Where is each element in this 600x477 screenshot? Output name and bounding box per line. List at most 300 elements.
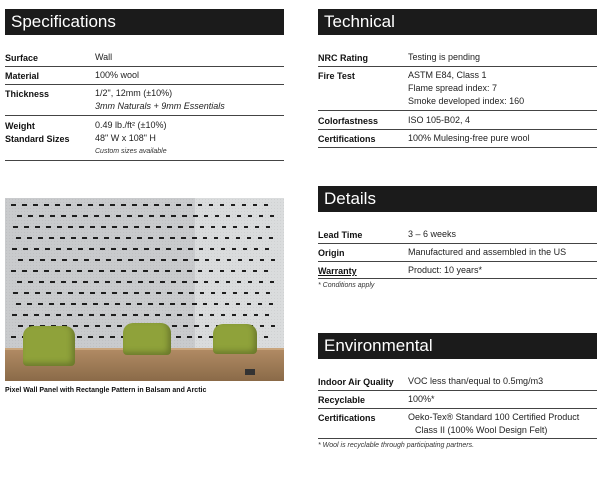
pattern-slot — [242, 270, 246, 272]
tech-label-colorfastness: Colorfastness — [318, 116, 379, 126]
pattern-slot — [104, 237, 109, 239]
spec-note-thickness: 3mm Naturals + 9mm Essentials — [95, 101, 225, 111]
pattern-slot — [101, 292, 106, 294]
pattern-slot — [16, 237, 21, 239]
pattern-slot — [57, 226, 62, 228]
pattern-slot — [145, 292, 150, 294]
spec-label-weight: Weight — [5, 121, 35, 131]
pattern-slot — [90, 226, 95, 228]
pattern-slot — [248, 281, 252, 283]
pattern-slot — [121, 270, 126, 272]
pattern-slot — [242, 204, 246, 206]
pattern-slot — [161, 259, 166, 261]
pattern-slot — [271, 259, 275, 261]
pattern-slot — [101, 226, 106, 228]
pattern-slot — [123, 226, 128, 228]
pattern-slot — [149, 215, 154, 217]
pattern-slot — [71, 303, 76, 305]
spec-value-weight: 0.49 lb./ft² (±10%) — [95, 120, 167, 130]
pattern-slot — [50, 215, 55, 217]
pattern-slot — [209, 204, 213, 206]
pattern-slot — [182, 281, 187, 283]
pattern-slot — [188, 314, 193, 316]
pattern-slot — [126, 303, 131, 305]
pattern-slot — [183, 259, 188, 261]
pattern-slot — [111, 248, 116, 250]
pattern-slot — [143, 270, 148, 272]
pattern-slot — [18, 259, 23, 261]
pattern-slot — [211, 226, 215, 228]
details-value-lead-time: 3 – 6 weeks — [408, 229, 457, 239]
pattern-slot — [215, 281, 219, 283]
pattern-slot — [154, 270, 159, 272]
env-label-iaq: Indoor Air Quality — [318, 377, 394, 387]
spec-value-material: 100% wool — [95, 70, 140, 80]
environmental-header — [318, 333, 597, 359]
chair — [23, 326, 75, 366]
pattern-slot — [221, 248, 225, 250]
pattern-slot — [211, 292, 215, 294]
pattern-slot — [68, 292, 73, 294]
pattern-slot — [49, 237, 54, 239]
pattern-slot — [194, 325, 199, 327]
pattern-slot — [116, 215, 121, 217]
pattern-slot — [61, 215, 66, 217]
pattern-slot — [33, 270, 38, 272]
pattern-slot — [176, 270, 181, 272]
pattern-slot — [183, 325, 188, 327]
tech-value-colorfastness: ISO 105-B02, 4 — [408, 115, 471, 125]
pattern-slot — [84, 259, 89, 261]
pattern-slot — [38, 237, 43, 239]
pattern-slot — [123, 292, 128, 294]
pattern-slot — [259, 215, 263, 217]
spec-value-thickness: 1/2", 12mm (±10%) — [95, 88, 173, 98]
pattern-slot — [110, 270, 115, 272]
pattern-slot — [238, 259, 242, 261]
spec-value-surface: Wall — [95, 52, 113, 62]
pattern-slot — [166, 314, 171, 316]
pattern-slot — [194, 259, 199, 261]
pattern-slot — [72, 281, 77, 283]
pattern-slot — [83, 281, 88, 283]
pattern-slot — [172, 325, 177, 327]
pattern-slot — [11, 204, 16, 206]
pattern-slot — [233, 226, 237, 228]
pattern-slot — [35, 226, 40, 228]
pattern-slot — [232, 314, 236, 316]
technical-title: Technical — [324, 12, 395, 31]
pattern-slot — [99, 270, 104, 272]
pattern-slot — [205, 259, 209, 261]
pattern-slot — [110, 204, 115, 206]
pattern-slot — [144, 248, 149, 250]
pattern-slot — [122, 248, 127, 250]
pattern-slot — [210, 314, 214, 316]
pattern-slot — [244, 226, 248, 228]
tech-value-fire-2: Flame spread index: 7 — [408, 83, 498, 93]
photo-caption: Pixel Wall Panel with Rectangle Pattern in Balsam and Arctic — [5, 387, 207, 394]
pattern-slot — [198, 336, 202, 338]
pattern-slot — [82, 303, 87, 305]
pattern-slot — [60, 303, 65, 305]
pattern-slot — [236, 237, 240, 239]
env-label-certifications: Certifications — [318, 413, 376, 423]
pattern-slot — [209, 270, 213, 272]
pattern-slot — [133, 314, 138, 316]
pattern-slot — [193, 281, 198, 283]
pattern-slot — [255, 226, 259, 228]
pattern-slot — [225, 237, 229, 239]
pattern-slot — [259, 281, 263, 283]
pattern-slot — [100, 314, 105, 316]
pattern-slot — [243, 314, 247, 316]
pattern-slot — [12, 314, 17, 316]
divider — [318, 243, 597, 244]
pattern-slot — [265, 314, 269, 316]
pattern-slot — [255, 292, 259, 294]
pattern-slot — [222, 292, 226, 294]
pattern-slot — [254, 314, 258, 316]
pattern-slot — [16, 303, 21, 305]
pattern-slot — [13, 226, 18, 228]
pattern-slot — [220, 270, 224, 272]
divider — [5, 84, 284, 85]
pattern-slot — [167, 226, 172, 228]
pattern-slot — [227, 259, 231, 261]
pattern-slot — [226, 215, 230, 217]
pattern-slot — [88, 204, 93, 206]
pattern-slot — [177, 248, 182, 250]
pattern-slot — [249, 259, 253, 261]
pattern-slot — [247, 303, 251, 305]
pattern-slot — [156, 226, 161, 228]
details-label-warranty[interactable]: Warranty — [318, 266, 357, 276]
pattern-slot — [132, 204, 137, 206]
pattern-slot — [99, 204, 104, 206]
pattern-slot — [133, 248, 138, 250]
pattern-slot — [46, 292, 51, 294]
pattern-slot — [106, 259, 111, 261]
pattern-slot — [170, 237, 175, 239]
pattern-slot — [233, 292, 237, 294]
pattern-slot — [203, 237, 207, 239]
pattern-slot — [111, 314, 116, 316]
pattern-slot — [176, 204, 181, 206]
pattern-slot — [144, 314, 149, 316]
divider — [5, 115, 284, 116]
pattern-slot — [79, 292, 84, 294]
pattern-slot — [46, 226, 51, 228]
pattern-slot — [205, 325, 209, 327]
pattern-slot — [155, 314, 160, 316]
pattern-slot — [105, 281, 110, 283]
pattern-slot — [62, 259, 67, 261]
pattern-slot — [93, 303, 98, 305]
pattern-slot — [55, 270, 60, 272]
pattern-slot — [22, 204, 27, 206]
pattern-slot — [117, 259, 122, 261]
pattern-slot — [148, 303, 153, 305]
pattern-slot — [17, 215, 22, 217]
pattern-slot — [192, 237, 197, 239]
pattern-slot — [265, 248, 269, 250]
pattern-slot — [237, 215, 241, 217]
pattern-slot — [27, 237, 32, 239]
pattern-slot — [159, 237, 164, 239]
pattern-slot — [134, 226, 139, 228]
pattern-slot — [236, 303, 240, 305]
pattern-slot — [23, 314, 28, 316]
divider — [318, 261, 597, 262]
pattern-slot — [11, 270, 16, 272]
pattern-slot — [244, 292, 248, 294]
divider — [318, 66, 597, 67]
pattern-slot — [214, 237, 218, 239]
details-header — [318, 186, 597, 212]
pattern-slot — [165, 204, 170, 206]
pattern-slot — [226, 281, 230, 283]
pattern-slot — [178, 226, 183, 228]
tech-value-fire-3: Smoke developed index: 160 — [408, 96, 525, 106]
divider — [318, 278, 597, 279]
pattern-slot — [112, 292, 117, 294]
pattern-slot — [270, 281, 274, 283]
chair — [213, 324, 257, 354]
divider — [5, 160, 284, 161]
pattern-slot — [171, 281, 176, 283]
spec-label-sizes: Standard Sizes — [5, 134, 70, 144]
pattern-slot — [134, 292, 139, 294]
pattern-slot — [264, 270, 268, 272]
pattern-slot — [77, 270, 82, 272]
pattern-slot — [127, 281, 132, 283]
pattern-slot — [78, 248, 83, 250]
pattern-slot — [83, 215, 88, 217]
pattern-slot — [13, 292, 18, 294]
pattern-slot — [167, 292, 172, 294]
pattern-slot — [67, 314, 72, 316]
pattern-slot — [269, 303, 273, 305]
environmental-title: Environmental — [324, 336, 433, 355]
pattern-slot — [28, 281, 33, 283]
pattern-slot — [56, 314, 61, 316]
pattern-slot — [253, 270, 257, 272]
pattern-slot — [177, 314, 182, 316]
pattern-slot — [154, 204, 159, 206]
tech-label-fire: Fire Test — [318, 71, 355, 81]
divider — [318, 110, 597, 111]
pattern-slot — [231, 270, 235, 272]
pattern-slot — [117, 325, 122, 327]
pattern-slot — [38, 303, 43, 305]
pattern-slot — [266, 292, 270, 294]
pattern-slot — [199, 248, 203, 250]
pattern-slot — [49, 303, 54, 305]
pattern-slot — [237, 281, 241, 283]
pattern-slot — [189, 292, 194, 294]
env-value-recyclable: 100%* — [408, 394, 435, 404]
pattern-slot — [27, 303, 32, 305]
pattern-slot — [89, 314, 94, 316]
pattern-slot — [269, 237, 273, 239]
pattern-slot — [110, 336, 115, 338]
pattern-slot — [248, 215, 252, 217]
pattern-slot — [258, 303, 262, 305]
pattern-slot — [243, 248, 247, 250]
pattern-slot — [225, 303, 229, 305]
pattern-slot — [200, 226, 204, 228]
pattern-slot — [95, 259, 100, 261]
pattern-slot — [100, 248, 105, 250]
pattern-slot — [171, 215, 176, 217]
pattern-slot — [77, 336, 82, 338]
spec-note-sizes: Custom sizes available — [95, 148, 167, 155]
specifications-header — [5, 9, 284, 35]
pattern-slot — [188, 248, 193, 250]
pattern-slot — [187, 336, 192, 338]
pattern-slot — [231, 204, 235, 206]
pattern-slot — [264, 336, 268, 338]
details-label-origin: Origin — [318, 248, 345, 258]
spec-label-material: Material — [5, 71, 40, 81]
pattern-slot — [232, 248, 236, 250]
pattern-slot — [88, 270, 93, 272]
pattern-slot — [187, 270, 192, 272]
pattern-slot — [155, 248, 160, 250]
pattern-slot — [189, 226, 194, 228]
pattern-slot — [39, 281, 44, 283]
pattern-slot — [122, 314, 127, 316]
pattern-slot — [127, 215, 132, 217]
pattern-slot — [11, 336, 16, 338]
pattern-slot — [66, 204, 71, 206]
pattern-slot — [138, 281, 143, 283]
pattern-slot — [138, 215, 143, 217]
pattern-slot — [24, 226, 29, 228]
pattern-slot — [128, 259, 133, 261]
pattern-slot — [50, 281, 55, 283]
product-photo — [5, 198, 284, 381]
pattern-slot — [170, 303, 175, 305]
pattern-slot — [94, 281, 99, 283]
pattern-slot — [204, 281, 208, 283]
pattern-slot — [104, 303, 109, 305]
spec-label-surface: Surface — [5, 53, 39, 63]
divider — [318, 147, 597, 148]
pattern-slot — [45, 314, 50, 316]
pattern-slot — [159, 303, 164, 305]
pattern-slot — [18, 325, 23, 327]
pattern-slot — [203, 303, 207, 305]
pattern-slot — [132, 270, 137, 272]
pattern-slot — [82, 237, 87, 239]
pattern-slot — [216, 259, 220, 261]
pattern-slot — [84, 325, 89, 327]
pattern-slot — [215, 215, 219, 217]
pattern-slot — [77, 204, 82, 206]
pattern-slot — [270, 215, 274, 217]
divider — [5, 66, 284, 67]
tech-label-certifications: Certifications — [318, 134, 376, 144]
pattern-slot — [156, 292, 161, 294]
pattern-slot — [187, 204, 192, 206]
pattern-slot — [199, 314, 203, 316]
details-title: Details — [324, 189, 376, 208]
pattern-slot — [28, 215, 33, 217]
env-value-certifications-1: Oeko-Tex® Standard 100 Certified Product — [408, 412, 580, 422]
pattern-slot — [172, 259, 177, 261]
env-value-certifications-2: Class II (100% Wool Design Felt) — [415, 425, 548, 435]
pattern-slot — [165, 270, 170, 272]
pattern-slot — [72, 215, 77, 217]
pattern-slot — [17, 281, 22, 283]
divider — [318, 129, 597, 130]
chair — [123, 323, 171, 355]
pattern-slot — [264, 204, 268, 206]
pattern-slot — [33, 204, 38, 206]
tech-value-nrc: Testing is pending — [408, 52, 481, 62]
pattern-slot — [57, 292, 62, 294]
details-value-origin: Manufactured and assembled in the US — [408, 247, 567, 257]
pattern-slot — [112, 226, 117, 228]
pattern-slot — [266, 226, 270, 228]
pattern-slot — [45, 248, 50, 250]
pattern-slot — [61, 281, 66, 283]
divider — [318, 438, 597, 439]
pattern-slot — [56, 248, 61, 250]
pattern-slot — [176, 336, 181, 338]
pattern-slot — [260, 259, 264, 261]
divider — [318, 408, 597, 409]
technical-header — [318, 9, 597, 35]
pattern-slot — [66, 270, 71, 272]
specifications-title: Specifications — [11, 12, 116, 31]
pattern-slot — [79, 226, 84, 228]
pattern-slot — [198, 270, 202, 272]
pattern-slot — [253, 204, 257, 206]
pattern-slot — [178, 292, 183, 294]
pattern-slot — [35, 292, 40, 294]
pattern-slot — [44, 204, 49, 206]
pattern-slot — [34, 248, 39, 250]
divider — [318, 390, 597, 391]
pattern-slot — [271, 325, 275, 327]
pattern-slot — [160, 215, 165, 217]
pattern-slot — [88, 336, 93, 338]
pattern-slot — [221, 314, 225, 316]
pattern-slot — [39, 215, 44, 217]
pattern-slot — [145, 226, 150, 228]
pattern-slot — [192, 303, 197, 305]
pattern-slot — [22, 270, 27, 272]
pattern-slot — [150, 259, 155, 261]
pattern-slot — [34, 314, 39, 316]
pattern-slot — [94, 215, 99, 217]
pattern-slot — [116, 281, 121, 283]
pattern-slot — [51, 259, 56, 261]
pattern-slot — [166, 248, 171, 250]
pattern-slot — [12, 248, 17, 250]
pattern-slot — [44, 270, 49, 272]
env-value-iaq: VOC less than/equal to 0.5mg/m3 — [408, 376, 544, 386]
details-label-lead-time: Lead Time — [318, 230, 363, 240]
pattern-slot — [105, 215, 110, 217]
pattern-slot — [254, 248, 258, 250]
pattern-slot — [73, 325, 78, 327]
pattern-slot — [95, 325, 100, 327]
pattern-slot — [149, 281, 154, 283]
